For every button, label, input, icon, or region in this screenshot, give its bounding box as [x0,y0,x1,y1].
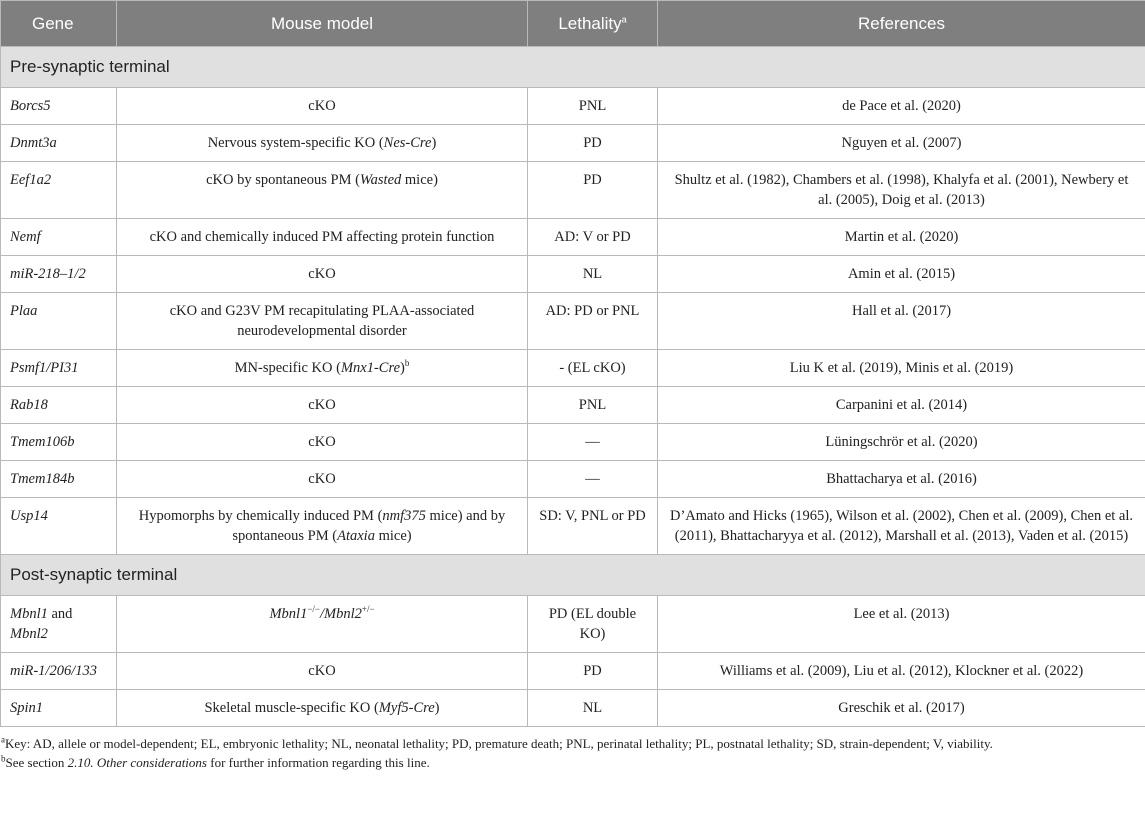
model-cell: Hypomorphs by chemically induced PM (nmf375 mice) and by spontaneous PM (Ataxia mice) [117,498,528,555]
references-cell: Liu K et al. (2019), Minis et al. (2019) [658,350,1145,387]
table-row [1,125,1145,162]
model-cell: Skeletal muscle-specific KO (Myf5-Cre) [117,690,528,727]
model-cell: cKO [117,461,528,498]
model-cell: cKO [117,424,528,461]
references-cell: Lee et al. (2013) [658,596,1145,653]
references-cell: Martin et al. (2020) [658,219,1145,256]
gene-cell: Tmem106b [1,424,117,461]
table-row [1,498,1145,555]
lethality-cell: PD [528,125,658,162]
header-mouse-model: Mouse model [117,1,528,47]
model-cell: MN-specific KO $(Mnx1-Cre)^b$ [117,350,528,387]
references-cell: Carpanini et al. (2014) [658,387,1145,424]
references-cell: D’Amato and Hicks (1965), Wilson et al. (2002), Chen et al. (2009), Chen et al. (2011), Bhattacharyya et al. (2012), Marshall et al. (2013), Vaden et al. (2015) [658,498,1145,555]
lethality-cell: PD (EL double KO) [528,596,658,653]
section-title: Pre-synaptic terminal [1,47,1145,88]
table-row [1,219,1145,256]
gene-cell: Nemf [1,219,117,256]
gene-cell: miR-1/206/133 [1,653,117,690]
lethality-cell: PD [528,162,658,219]
gene-cell: Usp14 [1,498,117,555]
model-cell: cKO [117,653,528,690]
gene-cell: Plaa [1,293,117,350]
gene-cell: Spin1 [1,690,117,727]
model-cell: Mbnl1−/−/Mbnl2+/− [117,596,528,653]
references-cell: Williams et al. (2009), Liu et al. (2012), Klockner et al. (2022) [658,653,1145,690]
model-cell: Nervous system-specific KO (Nes-Cre) [117,125,528,162]
gene-cell: Borcs5 [1,88,117,125]
table-row [1,653,1145,690]
lethality-cell: — [528,461,658,498]
table-row [1,690,1145,727]
lethality-cell: SD: V, PNL or PD [528,498,658,555]
gene-cell: Tmem184b [1,461,117,498]
references-cell: Hall et al. (2017) [658,293,1145,350]
model-cell: cKO [117,256,528,293]
gene-cell: Psmf1/PI31 [1,350,117,387]
table-row [1,350,1145,387]
model-cell: cKO by spontaneous PM (Wasted mice) [117,162,528,219]
table-row [1,424,1145,461]
gene-cell: Rab18 [1,387,117,424]
gene-cell: Mbnl1 and Mbnl2 [1,596,117,653]
table-row [1,256,1145,293]
references-cell: de Pace et al. (2020) [658,88,1145,125]
section-title: Post-synaptic terminal [1,555,1145,596]
section-post-synaptic [1,555,1145,596]
lethality-cell: AD: PD or PNL [528,293,658,350]
table-row [1,461,1145,498]
table-row [1,88,1145,125]
footnotes [0,727,1145,772]
footnote-a: $^a$Key: AD, allele or model-dependent; EL, embryonic lethality; NL, neonatal lethality; PD, premature death; PNL, perinatal lethality; PL, postnatal lethality; SD, strain-dependent; V, viability. [1,734,993,751]
references-cell: Bhattacharya et al. (2016) [658,461,1145,498]
header-row [1,1,1145,47]
section-pre-synaptic [1,47,1145,88]
references-cell: Lüningschrör et al. (2020) [658,424,1145,461]
footnote-b: $^b$See section 2.10. Other considerations for further information regarding this line. [1,753,430,770]
references-cell: Greschik et al. (2017) [658,690,1145,727]
lethality-cell: PD [528,653,658,690]
table-row [1,387,1145,424]
lethality-cell: — [528,424,658,461]
table-row [1,162,1145,219]
lethality-cell: AD: V or PD [528,219,658,256]
lethality-cell: PNL [528,387,658,424]
lethality-cell: NL [528,256,658,293]
model-cell: cKO [117,387,528,424]
model-cell: cKO and G23V PM recapitulating PLAA-associated neurodevelopmental disorder [117,293,528,350]
gene-cell: Dnmt3a [1,125,117,162]
lethality-cell: PNL [528,88,658,125]
table-row [1,293,1145,350]
references-cell: Amin et al. (2015) [658,256,1145,293]
table-row [1,596,1145,653]
model-cell: cKO and chemically induced PM affecting protein function [117,219,528,256]
gene-cell: Eef1a2 [1,162,117,219]
lethality-cell: NL [528,690,658,727]
header-references: References [658,1,1145,47]
references-cell: Shultz et al. (1982), Chambers et al. (1998), Khalyfa et al. (2001), Newbery et al. (2005), Doig et al. (2013) [658,162,1145,219]
header-gene: Gene [1,1,117,47]
gene-cell: miR-218–1/2 [1,256,117,293]
header-lethality: Lethality$^a$ [528,1,658,47]
references-cell: Nguyen et al. (2007) [658,125,1145,162]
model-cell: cKO [117,88,528,125]
lethality-cell: - (EL cKO) [528,350,658,387]
